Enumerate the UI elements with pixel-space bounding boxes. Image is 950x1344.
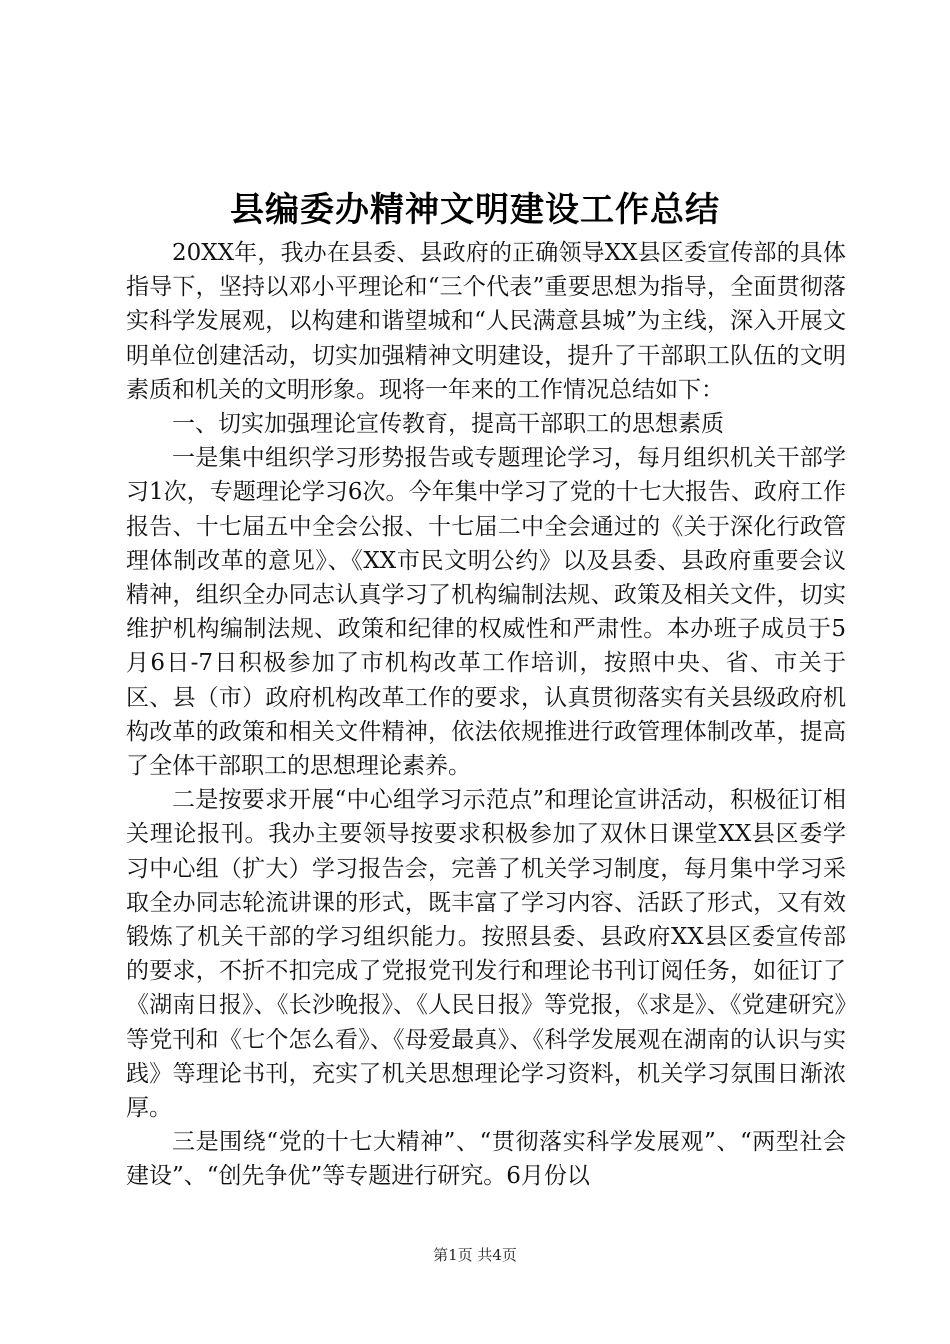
paragraph-item-2: 二是按要求开展“中心组学习示范点”和理论宣讲活动，积极征订相关理论报刊。我办主要领导按要求积极参加了双休日课堂XX县区委学习中心组（扩大）学习报告会，完善了机关学习制度，每月集中学习采取全办同志轮流讲课的形式，既丰富了学习内容、活跃了形式，又有效锻炼了机关干部的学习组织能力。按照县委、县政府XX县区委宣传部的要求，不折不扣完成了党报党刊发行和理论书刊订阅任务，如征订了《湖南日报》、《长沙晚报》、《人民日报》等党报，《求是》、《党建研究》等党刊和《七个怎么看》、《母爱最真》、《科学发展观在湖南的认识与实践》等理论书刊，充实了机关思想理论学习资料，机关学习氛围日渐浓厚。 (126, 787, 846, 1122)
document-title: 县编委办精神文明建设工作总结 (230, 190, 720, 230)
page-number-footer: 第1页 共4页 (433, 1246, 517, 1264)
paragraph-item-1: 一是集中组织学习形势报告或专题理论学习，每月组织机关干部学习1次，专题理论学习6次。今年集中学习了党的十七大报告、政府工作报告、十七届五中全会公报、十七届二中全会通过的《关于深化行政管理体制改革的意见》、《XX市民文明公约》以及县委、县政府重要会议精神，组织全办同志认真学习了机构编制法规、政策及相关文件，切实维护机构编制法规、政策和纪律的权威性和严肃性。本办班子成员于5月6日-7日积极参加了市机构改革工作培训，按照中央、省、市关于区、县（市）政府机构改革工作的要求，认真贯彻落实有关县级政府机构改革的政策和相关文件精神，依法依规推进行政管理体制改革，提高了全体干部职工的思想理论素养。 (126, 445, 846, 780)
paragraph-item-3: 三是围绕“党的十七大精神”、“贯彻落实科学发展观”、“两型社会建设”、“创先争优”等专题进行研究。6月份以 (126, 1129, 846, 1190)
document-body (126, 236, 846, 1194)
paragraph-intro: 20XX年，我办在县委、县政府的正确领导XX县区委宣传部的具体指导下，坚持以邓小平理论和“三个代表”重要思想为指导，全面贯彻落实科学发展观，以构建和谐望城和“人民满意县城”为主线，深入开展文明单位创建活动，切实加强精神文明建设，提升了干部职工队伍的文明素质和机关的文明形象。现将一年来的工作情况总结如下： (126, 240, 846, 403)
section-heading: 一、切实加强理论宣传教育，提高干部职工的思想素质 (172, 411, 724, 438)
